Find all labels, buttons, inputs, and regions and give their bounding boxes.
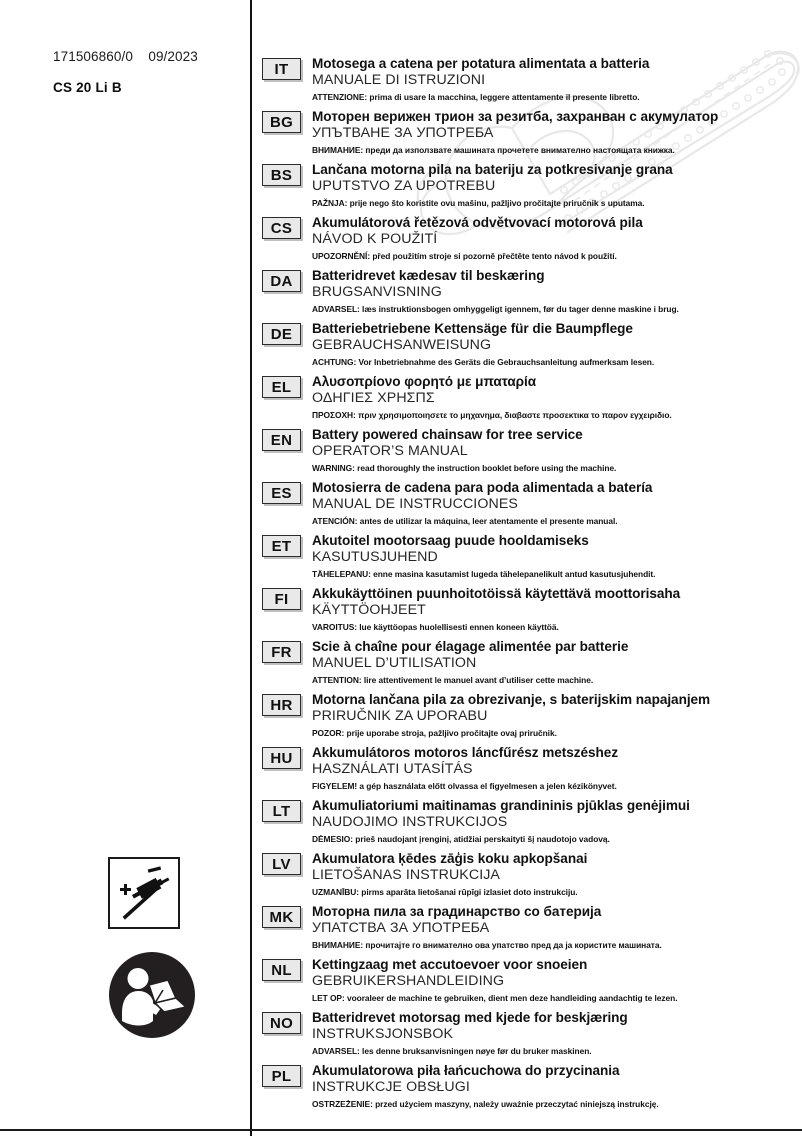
safety-warning: ВНИМАНИЕ: прочитајте го внимателно ова упатство пред да ја користите машината. — [312, 940, 662, 950]
language-row — [252, 321, 802, 374]
language-code-badge-bs: BS — [262, 164, 301, 186]
language-code-badge-da: DA — [262, 270, 301, 292]
product-title: Motosierra de cadena para poda alimentada a batería — [312, 480, 653, 495]
pictogram-group — [108, 857, 238, 1039]
language-text-block — [312, 692, 802, 739]
product-title: Αλυσοπρίονο φορητό με μπαταρία — [312, 374, 537, 389]
language-text-block — [312, 1063, 802, 1110]
language-list — [252, 56, 802, 1116]
language-text-block — [312, 109, 802, 156]
manual-type: УПЪТВАНЕ ЗА УПОТРЕБА — [312, 125, 494, 141]
product-title: Scie à chaîne pour élagage alimentée par batterie — [312, 639, 629, 654]
safety-warning: ACHTUNG: Vor Inbetriebnahme des Geräts die Gebrauchsanleitung aufmerksam lesen. — [312, 357, 655, 367]
safety-warning: FIGYELEM! a gép használata előtt olvassa el figyelmesen a jelen kézikönyvet. — [312, 781, 617, 791]
language-row — [252, 904, 802, 957]
manual-type: GEBRAUCHSANWEISUNG — [312, 337, 492, 353]
language-code-badge-el: EL — [262, 376, 301, 398]
language-row — [252, 268, 802, 321]
left-column — [0, 0, 250, 1136]
language-text-block — [312, 639, 802, 686]
manual-type: PRIRUČNIK ZA UPORABU — [312, 708, 488, 724]
language-code-badge-nl: NL — [262, 959, 301, 981]
manual-type: ΟΔΗΓΙΕΣ ΧΡΗΣΠΣ — [312, 390, 435, 406]
language-row — [252, 162, 802, 215]
manual-type: LIETOŠANAS INSTRUKCIJA — [312, 867, 500, 883]
language-code-badge-bg: BG — [262, 111, 301, 133]
language-text-block — [312, 1010, 802, 1057]
language-text-block — [312, 56, 802, 103]
language-row — [252, 798, 802, 851]
read-manual-icon — [108, 951, 196, 1039]
language-row — [252, 1010, 802, 1063]
safety-warning: ATTENTION: lire attentivement le manuel avant d’utiliser cette machine. — [312, 675, 594, 685]
language-text-block — [312, 745, 802, 792]
language-code-badge-lt: LT — [262, 800, 301, 822]
language-text-block — [312, 904, 802, 951]
document-code: 171506860/0 09/2023 — [53, 49, 198, 64]
language-row — [252, 692, 802, 745]
manual-type: BRUGSANVISNING — [312, 284, 442, 300]
language-text-block — [312, 480, 802, 527]
language-row — [252, 56, 802, 109]
language-code-badge-it: IT — [262, 58, 301, 80]
language-row — [252, 427, 802, 480]
language-code-badge-no: NO — [262, 1012, 301, 1034]
manual-type: MANUAL DE INSTRUCCIONES — [312, 496, 518, 512]
language-row — [252, 639, 802, 692]
language-text-block — [312, 374, 802, 421]
manual-type: UPUTSTVO ZA UPOTREBU — [312, 178, 496, 194]
language-code-badge-cs: CS — [262, 217, 301, 239]
safety-warning: WARNING: read thoroughly the instruction booklet before using the machine. — [312, 463, 617, 473]
safety-warning: TÄHELEPANU: enne masina kasutamist lugeda tähelepanelikult antud kasutusjuhendit. — [312, 569, 656, 579]
language-text-block — [312, 533, 802, 580]
language-text-block — [312, 586, 802, 633]
manual-type: INSTRUKCJE OBSŁUGI — [312, 1079, 470, 1095]
language-code-badge-fr: FR — [262, 641, 301, 663]
product-title: Моторна пила за градинарство со батерија — [312, 904, 602, 919]
manual-type: УПАТСТВА ЗА УПОТРЕБА — [312, 920, 490, 936]
language-text-block — [312, 321, 802, 368]
language-text-block — [312, 215, 802, 262]
language-code-badge-en: EN — [262, 429, 301, 451]
product-title: Моторен верижен трион за резитба, захранван с акумулатор — [312, 109, 719, 124]
safety-warning: OSTRZEŻENIE: przed użyciem maszyny, należy uważnie przeczytać niniejszą instrukcję. — [312, 1099, 659, 1109]
product-title: Motorna lančana pila za obrezivanje, s baterijskim napajanjem — [312, 692, 711, 707]
language-row — [252, 1063, 802, 1116]
manual-type: GEBRUIKERSHANDLEIDING — [312, 973, 505, 989]
language-code-badge-es: ES — [262, 482, 301, 504]
manual-type: KASUTUSJUHEND — [312, 549, 438, 565]
manual-type: MANUALE DI ISTRUZIONI — [312, 72, 486, 88]
language-code-badge-hu: HU — [262, 747, 301, 769]
language-row — [252, 851, 802, 904]
product-title: Akutoitel mootorsaag puude hooldamiseks — [312, 533, 589, 548]
language-text-block — [312, 268, 802, 315]
language-row — [252, 374, 802, 427]
language-code-badge-pl: PL — [262, 1065, 301, 1087]
language-row — [252, 480, 802, 533]
safety-warning: ΠΡΟΣΟΧΗ: πριν χρησιμοποιησετε το μηχανημα, διαβαστε προσεκτικα το παρον εγχειριδιο. — [312, 410, 672, 420]
plus-sign — [120, 884, 131, 895]
safety-warning: UPOZORNĚNÍ: před použitím stroje si pozorně přečtěte tento návod k použití. — [312, 251, 617, 261]
safety-warning: POZOR: prije uporabe stroja, pažljivo pročitajte ovaj priručnik. — [312, 728, 557, 738]
language-code-badge-lv: LV — [262, 853, 301, 875]
language-code-badge-mk: MK — [262, 906, 301, 928]
product-title: Batteriebetriebene Kettensäge für die Baumpflege — [312, 321, 633, 336]
model-name: CS 20 Li B — [53, 80, 122, 95]
language-row — [252, 215, 802, 268]
product-title: Akkumulátoros motoros láncfűrész metszéshez — [312, 745, 619, 760]
right-column — [252, 0, 802, 1136]
language-code-badge-de: DE — [262, 323, 301, 345]
language-code-badge-et: ET — [262, 535, 301, 557]
manual-type: INSTRUKSJONSBOK — [312, 1026, 454, 1042]
language-text-block — [312, 957, 802, 1004]
manual-type: HASZNÁLATI UTASÍTÁS — [312, 761, 473, 777]
page-bottom-rule — [0, 1129, 802, 1131]
safety-warning: VAROITUS: lue käyttöopas huolellisesti ennen koneen käyttöä. — [312, 622, 559, 632]
no-disposal-battery-symbol — [108, 857, 180, 929]
language-text-block — [312, 427, 802, 474]
manual-type: NÁVOD K POUŽITÍ — [312, 231, 438, 247]
product-title: Battery powered chainsaw for tree service — [312, 427, 583, 442]
product-title: Akumulatora ķēdes zāģis koku apkopšanai — [312, 851, 588, 866]
product-title: Batteridrevet motorsag med kjede for beskjæring — [312, 1010, 628, 1025]
language-code-badge-hr: HR — [262, 694, 301, 716]
product-title: Akumuliatoriumi maitinamas grandininis pjūklas genėjimui — [312, 798, 690, 813]
language-code-badge-fi: FI — [262, 588, 301, 610]
product-title: Akkukäyttöinen puunhoitotöissä käytettävä moottorisaha — [312, 586, 681, 601]
safety-warning: DĖMESIO: prieš naudojant įrenginį, atidžiai perskaityti šį naudotojo vadovą. — [312, 834, 610, 844]
product-title: Akumulátorová řetězová odvětvovací motorová pila — [312, 215, 643, 230]
manual-type: MANUEL D’UTILISATION — [312, 655, 477, 671]
manual-type: OPERATOR’S MANUAL — [312, 443, 468, 459]
manual-type: NAUDOJIMO INSTRUKCIJOS — [312, 814, 508, 830]
read-manual-symbol — [108, 951, 196, 1039]
product-title: Lančana motorna pila na bateriju za potkresivanje grana — [312, 162, 673, 177]
language-row — [252, 533, 802, 586]
language-row — [252, 109, 802, 162]
safety-warning: ADVARSEL: læs instruktionsbogen omhyggeligt igennem, før du tager denne maskine i brug. — [312, 304, 679, 314]
manual-type: KÄYTTÖOHJEET — [312, 602, 426, 618]
language-row — [252, 745, 802, 798]
product-title: Motosega a catena per potatura alimentata a batteria — [312, 56, 650, 71]
safety-warning: ATTENZIONE: prima di usare la macchina, leggere attentamente il presente libretto. — [312, 92, 640, 102]
language-text-block — [312, 851, 802, 898]
language-text-block — [312, 162, 802, 209]
language-text-block — [312, 798, 802, 845]
safety-warning: PAŽNJA: prije nego što koristite ovu mašinu, pažljivo pročitajte priručnik s uputama. — [312, 198, 645, 208]
safety-warning: ADVARSEL: les denne bruksanvisningen nøye før du bruker maskinen. — [312, 1046, 592, 1056]
language-row — [252, 957, 802, 1010]
product-title: Kettingzaag met accutoevoer voor snoeien — [312, 957, 588, 972]
safety-warning: ВНИМАНИЕ: преди да използвате машината прочетете внимателно настоящата книжка. — [312, 145, 675, 155]
product-title: Batteridrevet kædesav til beskæring — [312, 268, 545, 283]
safety-warning: UZMANĪBU: pirms aparāta lietošanai rūpīgi izlasiet doto instrukciju. — [312, 887, 578, 897]
safety-warning: LET OP: vooraleer de machine te gebruiken, dient men deze handleiding aandachtig te lezen. — [312, 993, 678, 1003]
product-title: Akumulatorowa piła łańcuchowa do przycinania — [312, 1063, 620, 1078]
language-row — [252, 586, 802, 639]
safety-warning: ATENCIÓN: antes de utilizar la máquina, leer atentamente el presente manual. — [312, 516, 618, 526]
no-disposal-battery-icon — [110, 859, 178, 927]
